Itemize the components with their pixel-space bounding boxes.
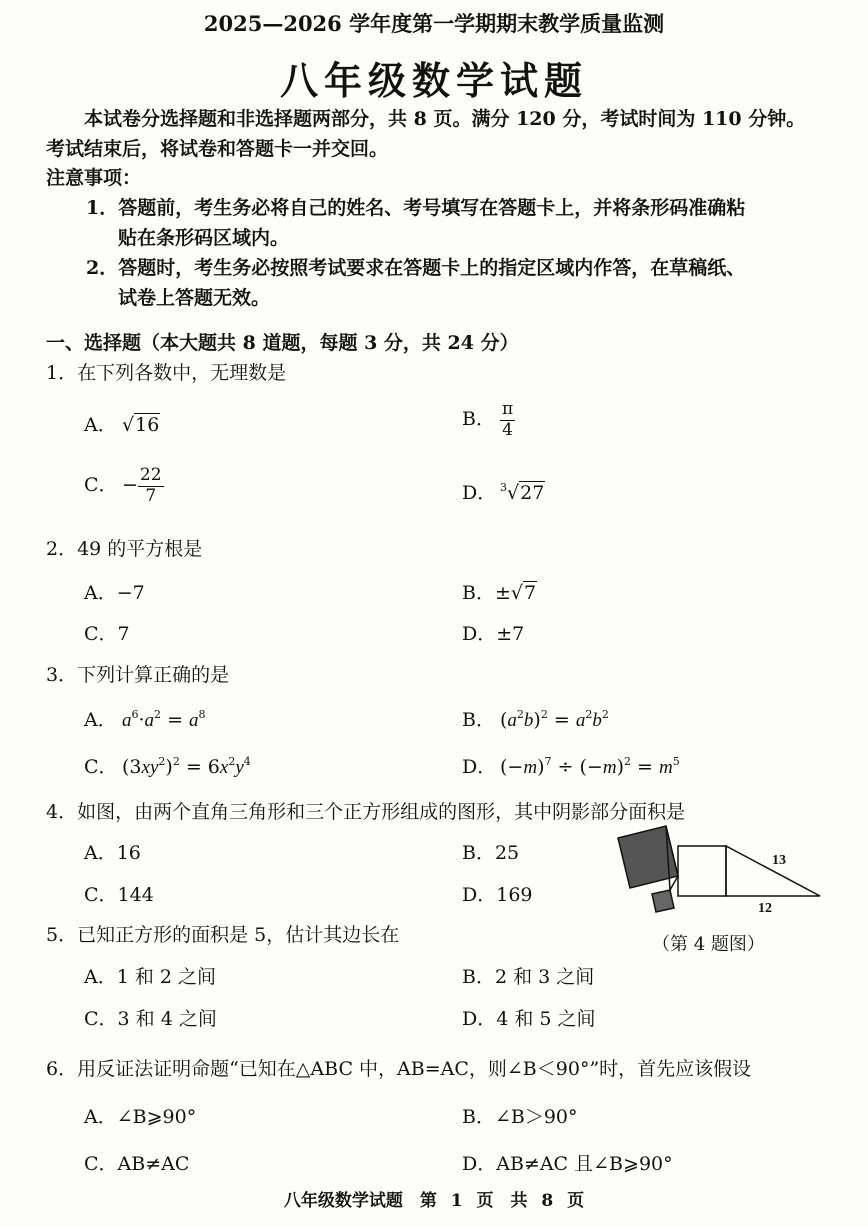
notice-title: 注意事项： xyxy=(46,167,142,189)
q1-option-d xyxy=(462,478,545,505)
q3-option-b: B． $(a^2b)^2 = a^2b^2$ xyxy=(462,705,609,732)
exam-header: 2025—2026 学年度第一学期期末教学质量监测 xyxy=(203,11,665,36)
question-4-stem: 4．如图，由两个直角三角形和三个正方形组成的图形，其中阴影部分面积是 xyxy=(46,801,686,823)
q5-option-d: D．4 和 5 之间 xyxy=(462,1008,596,1030)
option-label: D． xyxy=(462,756,497,778)
q5-option-c: C．3 和 4 之间 xyxy=(84,1008,217,1030)
q2-option-c: C．7 xyxy=(84,623,130,645)
intro-line-1: 本试卷分选择题和非选择题两部分，共 8 页。满分 120 分，考试时间为 110 分钟。 xyxy=(84,108,806,130)
option-label: A． xyxy=(84,709,117,731)
option-label: C． xyxy=(84,474,118,497)
q5-option-a: A．1 和 2 之间 xyxy=(84,966,217,988)
option-text: B．± xyxy=(462,582,511,604)
q1-option-b xyxy=(462,400,515,440)
option-label: B． xyxy=(462,408,495,431)
q1-b-numerator: π xyxy=(502,399,514,419)
q4-option-a: A．16 xyxy=(84,842,141,864)
fraction xyxy=(138,466,164,506)
shaded-square-small xyxy=(652,890,674,912)
sqrt-sign: √ xyxy=(510,582,523,604)
fraction xyxy=(500,400,515,440)
q1-b-denominator: 4 xyxy=(500,420,515,441)
option-label: C． xyxy=(84,756,118,778)
q6-option-c: C．AB≠AC xyxy=(84,1153,190,1175)
q3-option-d: D． $(-m)^7 \div (-m)^2 = m^5$ xyxy=(462,752,680,779)
middle-square xyxy=(678,846,726,896)
q1-c-denominator: 7 xyxy=(138,486,164,507)
notice-item-1-line-2: 贴在条形码区域内。 xyxy=(118,227,290,249)
page-title: 八年级数学试题 xyxy=(279,58,588,103)
sqrt-sign: √ xyxy=(122,414,135,436)
q1-d-radicand: 27 xyxy=(520,482,545,504)
q4-option-b: B．25 xyxy=(462,842,520,864)
q4-option-c: C．144 xyxy=(84,884,154,906)
option-label: D． xyxy=(462,482,497,504)
label-13: 13 xyxy=(772,853,786,868)
q1-c-sign: − xyxy=(122,474,138,497)
option-label: A． xyxy=(84,414,117,436)
notice-item-2-line-1: 2．答题时，考生务必按照考试要求在答题卡上的指定区域内作答，在草稿纸、 xyxy=(86,257,746,279)
q2-option-b xyxy=(462,578,537,605)
question-6-stem: 6．用反证法证明命题“已知在△ABC 中，AB=AC，则∠B＜90°”时，首先应该假设 xyxy=(46,1058,752,1080)
q1-a-radicand: 16 xyxy=(135,414,160,436)
q3-option-a: A． $a^6\cdot a^2 = a^8$ xyxy=(84,705,206,732)
q1-c-numerator: 22 xyxy=(139,465,162,485)
q6-option-a: A．∠B⩾90° xyxy=(84,1106,197,1128)
q4-option-d: D．169 xyxy=(462,884,533,906)
label-12: 12 xyxy=(758,901,772,916)
question-5-stem: 5．已知正方形的面积是 5，估计其边长在 xyxy=(46,924,400,946)
notice-item-1-line-1: 1．答题前，考生务必将自己的姓名、考号填写在答题卡上，并将条形码准确粘 xyxy=(86,197,746,219)
q3-option-c: C． $(3xy^2)^2 = 6x^2y^4$ xyxy=(84,752,251,779)
q6-option-b: B．∠B＞90° xyxy=(462,1106,578,1128)
q1-option-a xyxy=(84,410,160,437)
q2-option-d: D．±7 xyxy=(462,623,525,645)
q1-option-c xyxy=(84,466,164,506)
q6-option-d: D．AB≠AC 且∠B⩾90° xyxy=(462,1153,673,1175)
question-2-stem: 2．49 的平方根是 xyxy=(46,538,203,560)
q1-d-index: 3 xyxy=(500,481,507,494)
option-label: B． xyxy=(462,709,495,731)
intro-line-2: 考试结束后，将试卷和答题卡一并交回。 xyxy=(46,138,389,160)
notice-item-2-line-2: 试卷上答题无效。 xyxy=(118,287,271,309)
sqrt-sign: √ xyxy=(507,482,520,504)
question-3-stem: 3．下列计算正确的是 xyxy=(46,664,230,686)
figure-caption: （第 4 题图） xyxy=(652,934,765,955)
q2-b-radicand: 7 xyxy=(524,582,537,604)
page-footer: 八年级数学试题 第 1 页 共 8 页 xyxy=(283,1191,585,1211)
q4-figure xyxy=(606,820,826,920)
q2-option-a: A．−7 xyxy=(84,582,145,604)
section-heading: 一、选择题（本大题共 8 道题，每题 3 分，共 24 分） xyxy=(46,332,519,354)
q5-option-b: B．2 和 3 之间 xyxy=(462,966,595,988)
question-1-stem: 1．在下列各数中，无理数是 xyxy=(46,362,287,384)
